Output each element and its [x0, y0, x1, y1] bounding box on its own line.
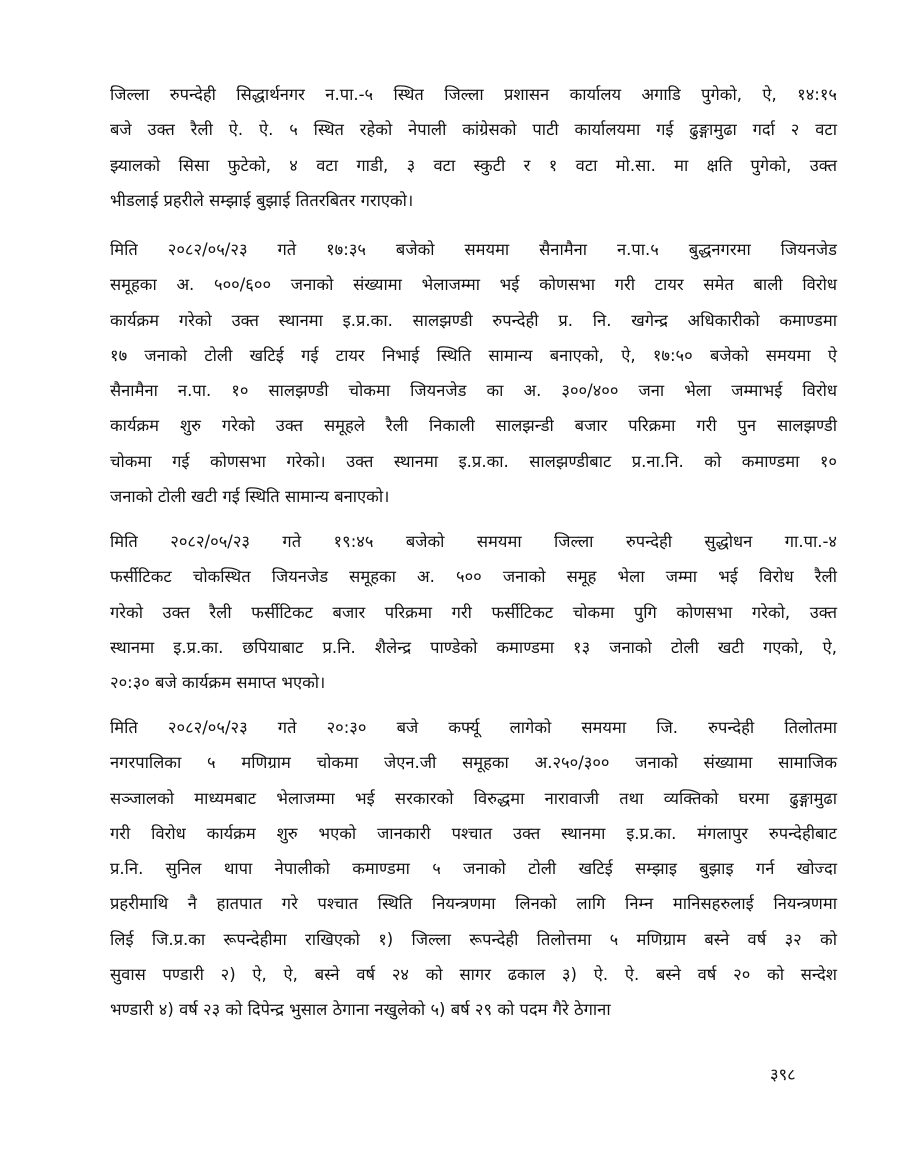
text-line: गरी विरोध कार्यक्रम शुरु भएको जानकारी पश्चात उक्त स्थानमा इ.प्र.का. मंगलापुर रुपन्देहीबाट [110, 823, 837, 843]
text-line: जिल्ला रुपन्देही सिद्धार्थनगर न.पा.-५ स्थित जिल्ला प्रशासन कार्यालय अगाडि पुगेको, ऐ, १४:१५ [110, 85, 837, 104]
text-line: गरेको उक्त रैली फर्सीटिकट बजार परिक्रमा गरी फर्सीटिकट चोकमा पुगि कोणसभा गरेको, उक्त [110, 602, 837, 622]
text-line: प्रहरीमाथि नै हातपात गरे पश्चात स्थिति नियन्त्रणमा लिनको लागि निम्न मानिसहरुलाई नियन्त्रणमा [110, 894, 837, 914]
text-line: बजे उक्त रैली ऐ. ऐ. ५ स्थित रहेको नेपाली कांग्रेसको पाटी कार्यालयमा गई ढुङ्गामुढा गर्दा २ वटा [110, 120, 837, 140]
text-line: सुवास पण्डारी २) ऐ, ऐ, बस्ने वर्ष २४ को सागर ढकाल ३) ऐ. ऐ. बस्ने वर्ष २० को सन्देश [110, 965, 837, 985]
text-line: मिति २०८२/०५/२३ गते १७:३५ बजेको समयमा सैनामैना न.पा.५ बुद्धनगरमा जियनजेड [110, 240, 837, 259]
paragraph [110, 232, 837, 514]
paragraph [110, 524, 837, 700]
text-line: २०:३० बजे कार्यक्रम समाप्त भएको। [110, 673, 326, 693]
text-line: कार्यक्रम गरेको उक्त स्थानमा इ.प्र.का. सालझण्डी रुपन्देही प्र. नि. खगेन्द्र अधिकारीको कमाण्डमा [110, 310, 837, 330]
paragraph [110, 77, 837, 218]
text-line: जनाको टोली खटी गई स्थिति सामान्य बनाएको। [110, 487, 390, 507]
text-line: झ्यालको सिसा फुटेको, ४ वटा गाडी, ३ वटा स्कुटी र १ वटा मो.सा. मा क्षति पुगेको, उक्त [110, 155, 837, 175]
page-number: ३९८ [770, 1065, 796, 1084]
text-line: चोकमा गई कोणसभा गरेको। उक्त स्थानमा इ.प्र.का. सालझण्डीबाट प्र.ना.नि. को कमाण्डमा १० [110, 451, 837, 471]
text-line: नगरपालिका ५ मणिग्राम चोकमा जेएन.जी समूहका अ.२५०/३०० जनाको संख्यामा सामाजिक [110, 753, 837, 773]
text-line: स्थानमा इ.प्र.का. छपियाबाट प्र.नि. शैलेन्द्र पाण्डेको कमाण्डमा १३ जनाको टोली खटी गएको, ऐ, [110, 637, 837, 657]
text-line: फर्सीटिकट चोकस्थित जियनजेड समूहका अ. ५०० जनाको समूह भेला जम्मा भई विरोध रैली [110, 567, 837, 587]
text-line: भण्डारी ४) वर्ष २३ को दिपेन्द्र भुसाल ठेगाना नखुलेको ५) बर्ष २९ को पदम गैरे ठेगाना [110, 1000, 611, 1020]
text-line: कार्यक्रम शुरु गरेको उक्त समूहले रैली निकाली सालझन्डी बजार परिक्रमा गरी पुन सालझण्डी [110, 416, 837, 436]
text-line: समूहका अ. ५००/६०० जनाको संख्यामा भेलाजम्मा भई कोणसभा गरी टायर समेत बाली विरोध [110, 275, 837, 295]
text-line: मिति २०८२/०५/२३ गते २०:३० बजे कर्फ्यू लागेको समयमा जि. रुपन्देही तिलोतमा [110, 718, 837, 737]
text-line: सञ्जालको माध्यमबाट भेलाजम्मा भई सरकारको विरुद्धमा नारावाजी तथा व्यक्तिको घरमा ढुङ्गामुढा [110, 788, 837, 808]
text-line: लिई जि.प्र.का रूपन्देहीमा राखिएको १) जिल्ला रूपन्देही तिलोत्तमा ५ मणिग्राम बस्ने वर्ष ३२ को [110, 929, 837, 949]
text-line: मिति २०८२/०५/२३ गते १९:४५ बजेको समयमा जिल्ला रुपन्देही सुद्धोधन गा.पा.-४ [110, 532, 837, 551]
text-line: प्र.नि. सुनिल थापा नेपालीको कमाण्डमा ५ जनाको टोली खटिई सम्झाइ बुझाइ गर्न खोज्दा [110, 859, 837, 879]
paragraph [110, 710, 837, 1028]
text-line: भीडलाई प्रहरीले सम्झाई बुझाई तितरबितर गराएको। [110, 190, 414, 210]
text-line: सैनामैना न.पा. १० सालझण्डी चोकमा जियनजेड का अ. ३००/४०० जना भेला जम्माभई विरोध [110, 381, 837, 401]
text-line: १७ जनाको टोली खटिई गई टायर निभाई स्थिति सामान्य बनाएको, ऐ, १७:५० बजेको समयमा ऐ [110, 345, 837, 365]
